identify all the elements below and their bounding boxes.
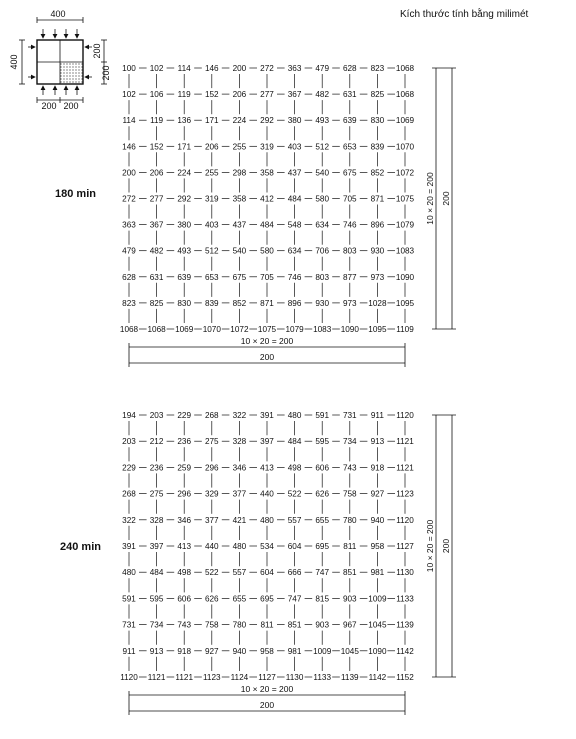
temperature-value: 981 bbox=[370, 568, 385, 578]
temperature-value: 346 bbox=[232, 463, 247, 473]
temperature-value: 811 bbox=[260, 620, 274, 630]
temperature-value: 498 bbox=[287, 463, 302, 473]
temperature-value: 604 bbox=[287, 542, 302, 551]
temperature-value: 346 bbox=[177, 515, 192, 525]
temperature-value: 1123 bbox=[396, 489, 414, 499]
key-plan-top-dimension: 400 bbox=[50, 9, 66, 19]
temperature-value: 851 bbox=[287, 620, 302, 630]
temperature-value: 146 bbox=[204, 64, 219, 73]
temperature-value: 363 bbox=[287, 64, 302, 73]
temperature-value: 479 bbox=[315, 64, 330, 73]
temperature-value: 1120 bbox=[396, 515, 414, 525]
temperature-value: 328 bbox=[232, 437, 247, 447]
temperature-value: 498 bbox=[177, 568, 192, 578]
temperature-value: 1121 bbox=[147, 673, 166, 682]
temperature-value: 268 bbox=[204, 411, 219, 420]
temperature-value: 329 bbox=[204, 489, 219, 499]
temperature-value: 830 bbox=[370, 116, 385, 126]
temperature-value: 1139 bbox=[340, 673, 359, 682]
temperature-value: 1109 bbox=[396, 325, 414, 334]
temperature-value: 780 bbox=[232, 620, 247, 630]
temperature-value: 634 bbox=[287, 246, 302, 256]
temperature-value: 119 bbox=[150, 116, 164, 126]
panel-2 bbox=[60, 411, 456, 715]
temperature-value: 203 bbox=[149, 411, 164, 420]
temperature-value: 1009 bbox=[313, 646, 332, 656]
temperature-value: 152 bbox=[149, 142, 164, 152]
temperature-value: 1069 bbox=[395, 116, 415, 126]
temperature-value: 666 bbox=[287, 568, 302, 578]
temperature-value: 653 bbox=[204, 272, 219, 282]
temperature-value: 275 bbox=[149, 489, 164, 499]
temperature-value: 255 bbox=[204, 168, 219, 178]
temperature-value: 229 bbox=[177, 411, 192, 420]
temperature-value: 1083 bbox=[313, 325, 332, 334]
temperature-value: 206 bbox=[149, 168, 164, 178]
temperature-value: 1045 bbox=[340, 646, 359, 656]
temperature-value: 626 bbox=[315, 489, 330, 499]
temperature-value: 437 bbox=[287, 168, 302, 178]
temperature-value: 830 bbox=[177, 298, 192, 308]
temperature-value: 628 bbox=[342, 64, 357, 73]
temperature-value: 851 bbox=[342, 568, 357, 578]
temperature-value: 206 bbox=[204, 142, 219, 152]
temperature-value: 743 bbox=[177, 620, 192, 630]
temperature-value: 171 bbox=[177, 142, 192, 152]
temperature-value: 811 bbox=[343, 542, 357, 551]
temperature-value: 1142 bbox=[368, 673, 387, 682]
temperature-value: 871 bbox=[370, 194, 385, 204]
temperature-value: 631 bbox=[342, 90, 357, 100]
temperature-value: 705 bbox=[260, 272, 274, 282]
bottom-dimension-a: 10 × 20 = 200 bbox=[240, 336, 294, 346]
temperature-value: 1152 bbox=[396, 673, 414, 682]
temperature-value: 1068 bbox=[395, 64, 415, 73]
temperature-value: 358 bbox=[260, 168, 274, 178]
temperature-value: 413 bbox=[177, 542, 192, 551]
temperature-value: 706 bbox=[315, 246, 330, 256]
temperature-value: 203 bbox=[122, 437, 136, 447]
temperature-value: 377 bbox=[204, 515, 219, 525]
temperature-value: 1072 bbox=[395, 168, 415, 178]
key-plan-right-dimension-a: 200 bbox=[92, 43, 102, 59]
temperature-value: 1120 bbox=[396, 411, 414, 420]
temperature-value: 328 bbox=[149, 515, 164, 525]
temperature-value: 1121 bbox=[396, 463, 414, 473]
temperature-value: 403 bbox=[204, 220, 219, 230]
temperature-value: 746 bbox=[287, 272, 302, 282]
temperature-value: 705 bbox=[342, 194, 357, 204]
temperature-value: 367 bbox=[287, 90, 302, 100]
temperature-value: 319 bbox=[260, 142, 274, 152]
temperature-value: 803 bbox=[315, 272, 330, 282]
temperature-value: 734 bbox=[342, 437, 357, 447]
temperature-value: 255 bbox=[232, 142, 247, 152]
temperature-value: 391 bbox=[260, 411, 274, 420]
temperature-value: 852 bbox=[232, 298, 247, 308]
temperature-value: 272 bbox=[260, 64, 274, 73]
temperature-value: 973 bbox=[342, 298, 357, 308]
temperature-value: 272 bbox=[122, 194, 136, 204]
temperature-value: 1133 bbox=[313, 673, 332, 682]
temperature-value: 823 bbox=[370, 64, 385, 73]
temperature-value: 367 bbox=[149, 220, 164, 230]
temperature-value: 591 bbox=[122, 594, 136, 604]
temperature-value: 484 bbox=[149, 568, 164, 578]
temperature-value: 927 bbox=[204, 646, 219, 656]
temperature-value: 967 bbox=[342, 620, 357, 630]
temperature-value: 595 bbox=[149, 594, 164, 604]
temperature-value: 119 bbox=[177, 90, 191, 100]
temperature-value: 780 bbox=[342, 515, 357, 525]
temperature-value: 1068 bbox=[119, 325, 139, 334]
temperature-value: 1130 bbox=[396, 568, 414, 578]
temperature-value: 695 bbox=[260, 594, 274, 604]
temperature-value: 277 bbox=[149, 194, 164, 204]
temperature-value: 102 bbox=[149, 64, 164, 73]
temperature-value: 437 bbox=[232, 220, 247, 230]
panel-time-label: 240 min bbox=[60, 541, 101, 553]
temperature-value: 896 bbox=[370, 220, 385, 230]
temperature-value: 734 bbox=[149, 620, 164, 630]
temperature-value: 675 bbox=[342, 168, 357, 178]
temperature-value: 606 bbox=[315, 463, 330, 473]
temperature-value: 322 bbox=[232, 411, 247, 420]
temperature-value: 606 bbox=[177, 594, 192, 604]
key-plan-left-dimension: 400 bbox=[9, 54, 19, 70]
temperature-value: 913 bbox=[370, 437, 385, 447]
temperature-value: 1079 bbox=[285, 325, 304, 334]
temperature-value: 200 bbox=[122, 168, 136, 178]
temperature-value: 106 bbox=[149, 90, 164, 100]
temperature-value: 815 bbox=[315, 594, 330, 604]
panel-time-label: 180 min bbox=[55, 188, 96, 200]
temperature-value: 482 bbox=[315, 90, 330, 100]
key-plan-bottom-dimension-a: 200 bbox=[41, 101, 57, 111]
panel-1 bbox=[55, 64, 456, 367]
temperature-value: 927 bbox=[370, 489, 385, 499]
temperature-value: 412 bbox=[260, 194, 274, 204]
key-plan-bottom-dimension-b: 200 bbox=[63, 101, 79, 111]
temperature-value: 1075 bbox=[257, 325, 277, 334]
temperature-value: 296 bbox=[204, 463, 219, 473]
temperature-value: 296 bbox=[177, 489, 192, 499]
temperature-value: 540 bbox=[315, 168, 330, 178]
temperature-value: 639 bbox=[342, 116, 357, 126]
temperature-value: 229 bbox=[122, 463, 136, 473]
temperature-value: 114 bbox=[177, 64, 191, 73]
temperature-value: 512 bbox=[315, 142, 330, 152]
temperature-value: 852 bbox=[370, 168, 385, 178]
temperature-value: 484 bbox=[287, 437, 302, 447]
temperature-value: 655 bbox=[315, 515, 330, 525]
temperature-value: 236 bbox=[149, 463, 164, 473]
temperature-value: 236 bbox=[177, 437, 192, 447]
temperature-value: 522 bbox=[287, 489, 302, 499]
temperature-value: 480 bbox=[232, 542, 247, 551]
right-dimension-a: 10 × 20 = 200 bbox=[425, 172, 435, 225]
temperature-value: 440 bbox=[204, 542, 219, 551]
temperature-value: 377 bbox=[232, 489, 247, 499]
temperature-value: 918 bbox=[370, 463, 385, 473]
key-plan bbox=[9, 9, 111, 111]
temperature-value: 484 bbox=[260, 220, 274, 230]
temperature-value: 758 bbox=[342, 489, 357, 499]
temperature-value: 1090 bbox=[368, 646, 387, 656]
temperature-value: 913 bbox=[149, 646, 164, 656]
temperature-value: 758 bbox=[204, 620, 219, 630]
temperature-value: 871 bbox=[260, 298, 274, 308]
right-dimension-a: 10 × 20 = 200 bbox=[425, 519, 435, 573]
right-dimension-b: 200 bbox=[441, 538, 451, 554]
temperature-value: 413 bbox=[260, 463, 274, 473]
temperature-value: 557 bbox=[287, 515, 302, 525]
temperature-value: 403 bbox=[287, 142, 302, 152]
temperature-value: 930 bbox=[315, 298, 330, 308]
temperature-value: 380 bbox=[287, 116, 302, 126]
temperature-value: 1121 bbox=[396, 437, 414, 447]
temperature-value: 903 bbox=[315, 620, 330, 630]
temperature-value: 397 bbox=[149, 542, 164, 551]
temperature-value: 194 bbox=[122, 411, 136, 420]
temperature-value: 958 bbox=[260, 646, 274, 656]
temperature-value: 100 bbox=[122, 64, 136, 73]
temperature-value: 958 bbox=[370, 542, 385, 551]
temperature-value: 397 bbox=[260, 437, 274, 447]
temperature-value: 675 bbox=[232, 272, 247, 282]
temperature-value: 522 bbox=[204, 568, 219, 578]
temperature-value: 1009 bbox=[368, 594, 387, 604]
temperature-value: 200 bbox=[232, 64, 247, 73]
temperature-value: 731 bbox=[122, 620, 136, 630]
temperature-value: 973 bbox=[370, 272, 385, 282]
temperature-value: 1095 bbox=[368, 325, 387, 334]
temperature-value: 628 bbox=[122, 272, 136, 282]
temperature-value: 1068 bbox=[147, 325, 166, 334]
temperature-value: 839 bbox=[370, 142, 385, 152]
temperature-value: 1070 bbox=[202, 325, 221, 334]
temperature-value: 655 bbox=[232, 594, 247, 604]
temperature-value: 1070 bbox=[395, 142, 415, 152]
temperature-value: 731 bbox=[342, 411, 357, 420]
bottom-dimension-a: 10 × 20 = 200 bbox=[240, 684, 294, 694]
bottom-dimension-b: 200 bbox=[259, 700, 275, 710]
temperature-value: 391 bbox=[122, 542, 136, 551]
temperature-value: 1127 bbox=[258, 673, 276, 682]
temperature-value: 557 bbox=[232, 568, 247, 578]
temperature-value: 981 bbox=[287, 646, 302, 656]
temperature-value: 580 bbox=[315, 194, 330, 204]
temperature-value: 1045 bbox=[368, 620, 387, 630]
temperature-value: 746 bbox=[342, 220, 357, 230]
temperature-value: 877 bbox=[342, 272, 357, 282]
temperature-value: 1127 bbox=[396, 542, 414, 551]
units-note: Kích thước tính bằng milimét bbox=[400, 9, 529, 20]
temperature-value: 484 bbox=[287, 194, 302, 204]
temperature-value: 102 bbox=[122, 90, 136, 100]
temperature-value: 259 bbox=[177, 463, 192, 473]
temperature-value: 298 bbox=[232, 168, 247, 178]
temperature-value: 1090 bbox=[395, 272, 415, 282]
temperature-value: 1072 bbox=[230, 325, 249, 334]
bottom-dimension-b: 200 bbox=[259, 352, 275, 362]
temperature-value: 479 bbox=[122, 246, 136, 256]
temperature-value: 136 bbox=[177, 116, 192, 126]
temperature-value: 634 bbox=[315, 220, 330, 230]
temperature-value: 292 bbox=[260, 116, 274, 126]
temperature-value: 626 bbox=[204, 594, 219, 604]
key-plan-right-dimension-b: 200 bbox=[101, 65, 111, 81]
temperature-value: 591 bbox=[315, 411, 330, 420]
temperature-value: 747 bbox=[315, 568, 330, 578]
temperature-value: 224 bbox=[232, 116, 247, 126]
temperature-value: 930 bbox=[370, 246, 385, 256]
temperature-value: 1130 bbox=[285, 673, 304, 682]
temperature-value: 212 bbox=[149, 437, 164, 447]
temperature-value: 1120 bbox=[120, 673, 138, 682]
temperature-value: 421 bbox=[232, 515, 247, 525]
temperature-value: 911 bbox=[370, 411, 384, 420]
temperature-value: 548 bbox=[287, 220, 302, 230]
temperature-value: 803 bbox=[342, 246, 357, 256]
temperature-value: 1139 bbox=[396, 620, 414, 630]
temperature-value: 918 bbox=[177, 646, 192, 656]
temperature-value: 823 bbox=[122, 298, 136, 308]
temperature-value: 595 bbox=[315, 437, 330, 447]
temperature-value: 940 bbox=[232, 646, 247, 656]
temperature-value: 825 bbox=[149, 298, 164, 308]
temperature-value: 1068 bbox=[395, 90, 415, 100]
temperature-value: 747 bbox=[287, 594, 302, 604]
temperature-value: 940 bbox=[370, 515, 385, 525]
temperature-value: 1123 bbox=[202, 673, 221, 682]
temperature-value: 903 bbox=[342, 594, 357, 604]
temperature-value: 1124 bbox=[230, 673, 249, 682]
temperature-value: 653 bbox=[342, 142, 357, 152]
temperature-value: 839 bbox=[204, 298, 219, 308]
temperature-value: 171 bbox=[204, 116, 219, 126]
temperature-value: 540 bbox=[232, 246, 247, 256]
temperature-value: 1079 bbox=[395, 220, 415, 230]
temperature-value: 580 bbox=[260, 246, 274, 256]
temperature-value: 146 bbox=[122, 142, 136, 152]
temperature-value: 825 bbox=[370, 90, 385, 100]
temperature-value: 114 bbox=[122, 116, 136, 126]
right-dimension-b: 200 bbox=[441, 191, 451, 206]
temperature-value: 604 bbox=[260, 568, 274, 578]
temperature-value: 224 bbox=[177, 168, 192, 178]
temperature-panels bbox=[55, 64, 456, 715]
temperature-value: 639 bbox=[177, 272, 192, 282]
temperature-value: 493 bbox=[315, 116, 330, 126]
temperature-value: 152 bbox=[204, 90, 219, 100]
temperature-value: 1075 bbox=[395, 194, 415, 204]
temperature-value: 292 bbox=[177, 194, 192, 204]
temperature-value: 631 bbox=[149, 272, 164, 282]
temperature-value: 358 bbox=[232, 194, 247, 204]
temperature-value: 1142 bbox=[396, 646, 414, 656]
temperature-value: 206 bbox=[232, 90, 247, 100]
temperature-value: 440 bbox=[260, 489, 274, 499]
temperature-value: 911 bbox=[122, 646, 136, 656]
temperature-value: 319 bbox=[204, 194, 219, 204]
temperature-value: 1083 bbox=[395, 246, 415, 256]
temperature-value: 896 bbox=[287, 298, 302, 308]
temperature-value: 695 bbox=[315, 542, 330, 551]
temperature-value: 1028 bbox=[368, 298, 387, 308]
temperature-value: 275 bbox=[204, 437, 219, 447]
temperature-value: 268 bbox=[122, 489, 136, 499]
temperature-value: 534 bbox=[260, 542, 274, 551]
temperature-value: 1069 bbox=[175, 325, 194, 334]
temperature-value: 480 bbox=[260, 515, 274, 525]
temperature-value: 322 bbox=[122, 515, 136, 525]
temperature-value: 743 bbox=[342, 463, 357, 473]
key-plan-hatched-quadrant bbox=[60, 62, 83, 84]
temperature-value: 1090 bbox=[340, 325, 359, 334]
temperature-value: 482 bbox=[149, 246, 164, 256]
temperature-value: 480 bbox=[287, 411, 302, 420]
temperature-value: 493 bbox=[177, 246, 192, 256]
temperature-value: 363 bbox=[122, 220, 136, 230]
temperature-value: 277 bbox=[260, 90, 274, 100]
temperature-value: 380 bbox=[177, 220, 192, 230]
temperature-value: 512 bbox=[204, 246, 219, 256]
temperature-value: 1121 bbox=[175, 673, 194, 682]
temperature-value: 1095 bbox=[395, 298, 415, 308]
temperature-value: 1133 bbox=[396, 594, 414, 604]
temperature-value: 480 bbox=[122, 568, 136, 578]
